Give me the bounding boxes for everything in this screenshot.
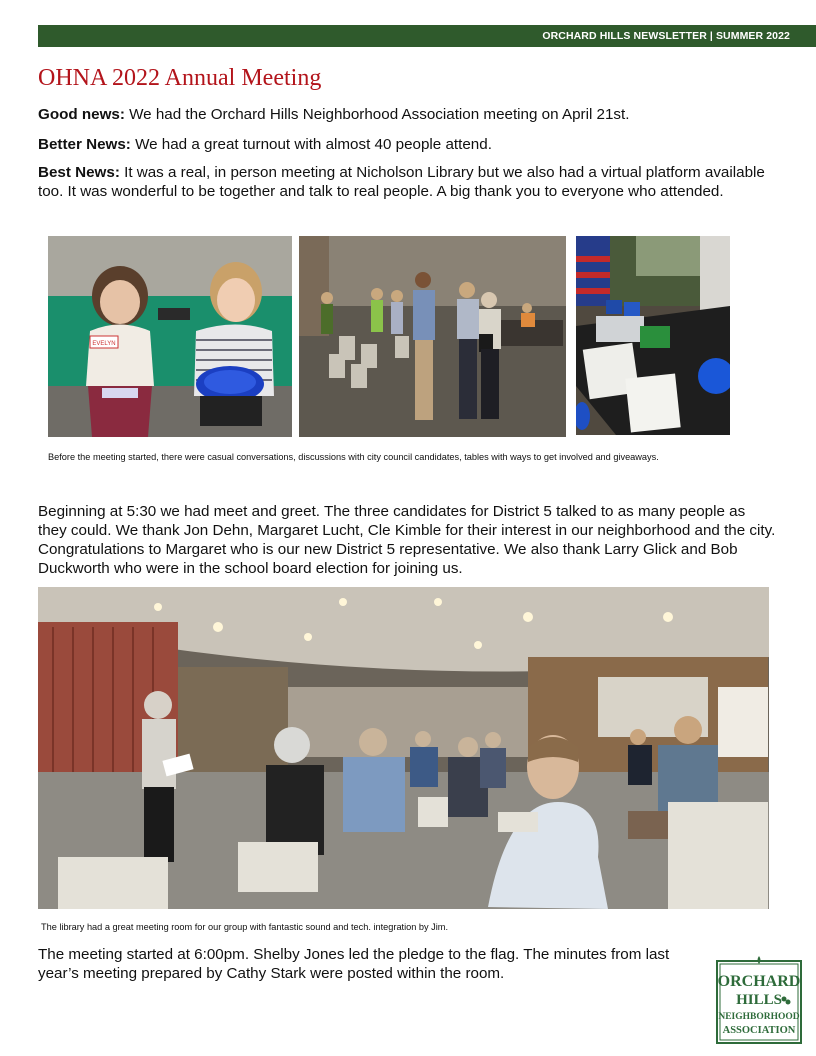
article-title: OHNA 2022 Annual Meeting <box>38 65 322 91</box>
newsletter-header-text: ORCHARD HILLS NEWSLETTER | SUMMER 2022 <box>542 30 790 42</box>
best-news-text: It was a real, in person meeting at Nicholson Library but we also had a virtual platform available too. It was wonderful to be together and talk to real people. A big thank you to everyone who attended. <box>38 164 765 200</box>
giveaways-table-photo <box>576 236 730 435</box>
orchard-hills-association-logo <box>716 956 802 1044</box>
photos-caption-1: Before the meeting started, there were casual conversations, discussions with city council candidates, tables with ways to get involved and giveaways. <box>48 452 659 462</box>
logo-line-3: NEIGHBORHOOD <box>718 1012 800 1022</box>
better-news-text: We had a great turnout with almost 40 people attend. <box>130 136 492 153</box>
logo-line-4: ASSOCIATION <box>722 1025 796 1036</box>
better-news-label: Better News: <box>38 136 131 153</box>
meet-and-greet-photo <box>299 236 566 437</box>
good-news-paragraph <box>38 105 778 124</box>
good-news-text: We had the Orchard Hills Neighborhood Association meeting on April 21st. <box>124 106 630 123</box>
best-news-label: Best News: <box>38 164 120 181</box>
good-news-label: Good news: <box>38 106 125 123</box>
kids-photo <box>48 236 292 437</box>
better-news-paragraph <box>38 135 778 154</box>
name-tag-text: EVELYN <box>92 341 116 347</box>
logo-line-1: ORCHARD <box>717 973 801 990</box>
logo-line-2: HILLS <box>736 992 782 1008</box>
meeting-start-paragraph: The meeting started at 6:00pm. Shelby Jones led the pledge to the flag. The minutes from last year’s meeting prepared by Cathy Stark were posted within the room. <box>38 946 670 982</box>
meeting-room-panorama-photo <box>38 587 769 909</box>
photos-caption-2: The library had a great meeting room for our group with fantastic sound and tech. integration by Jim. <box>41 922 449 932</box>
newsletter-header-bar <box>38 25 816 47</box>
best-news-paragraph <box>38 163 778 201</box>
meet-and-greet-paragraph: Beginning at 5:30 we had meet and greet. The three candidates for District 5 talked to as many people as they could. We thank Jon Dehn, Margaret Lucht, Cle Kimble for their interest in our neighborhood and the city. Congratulations to Margaret who is our new District 5 representative. We also thank Larry Glick and Bob Duckworth who were in the school board election for joining us. <box>38 503 776 577</box>
